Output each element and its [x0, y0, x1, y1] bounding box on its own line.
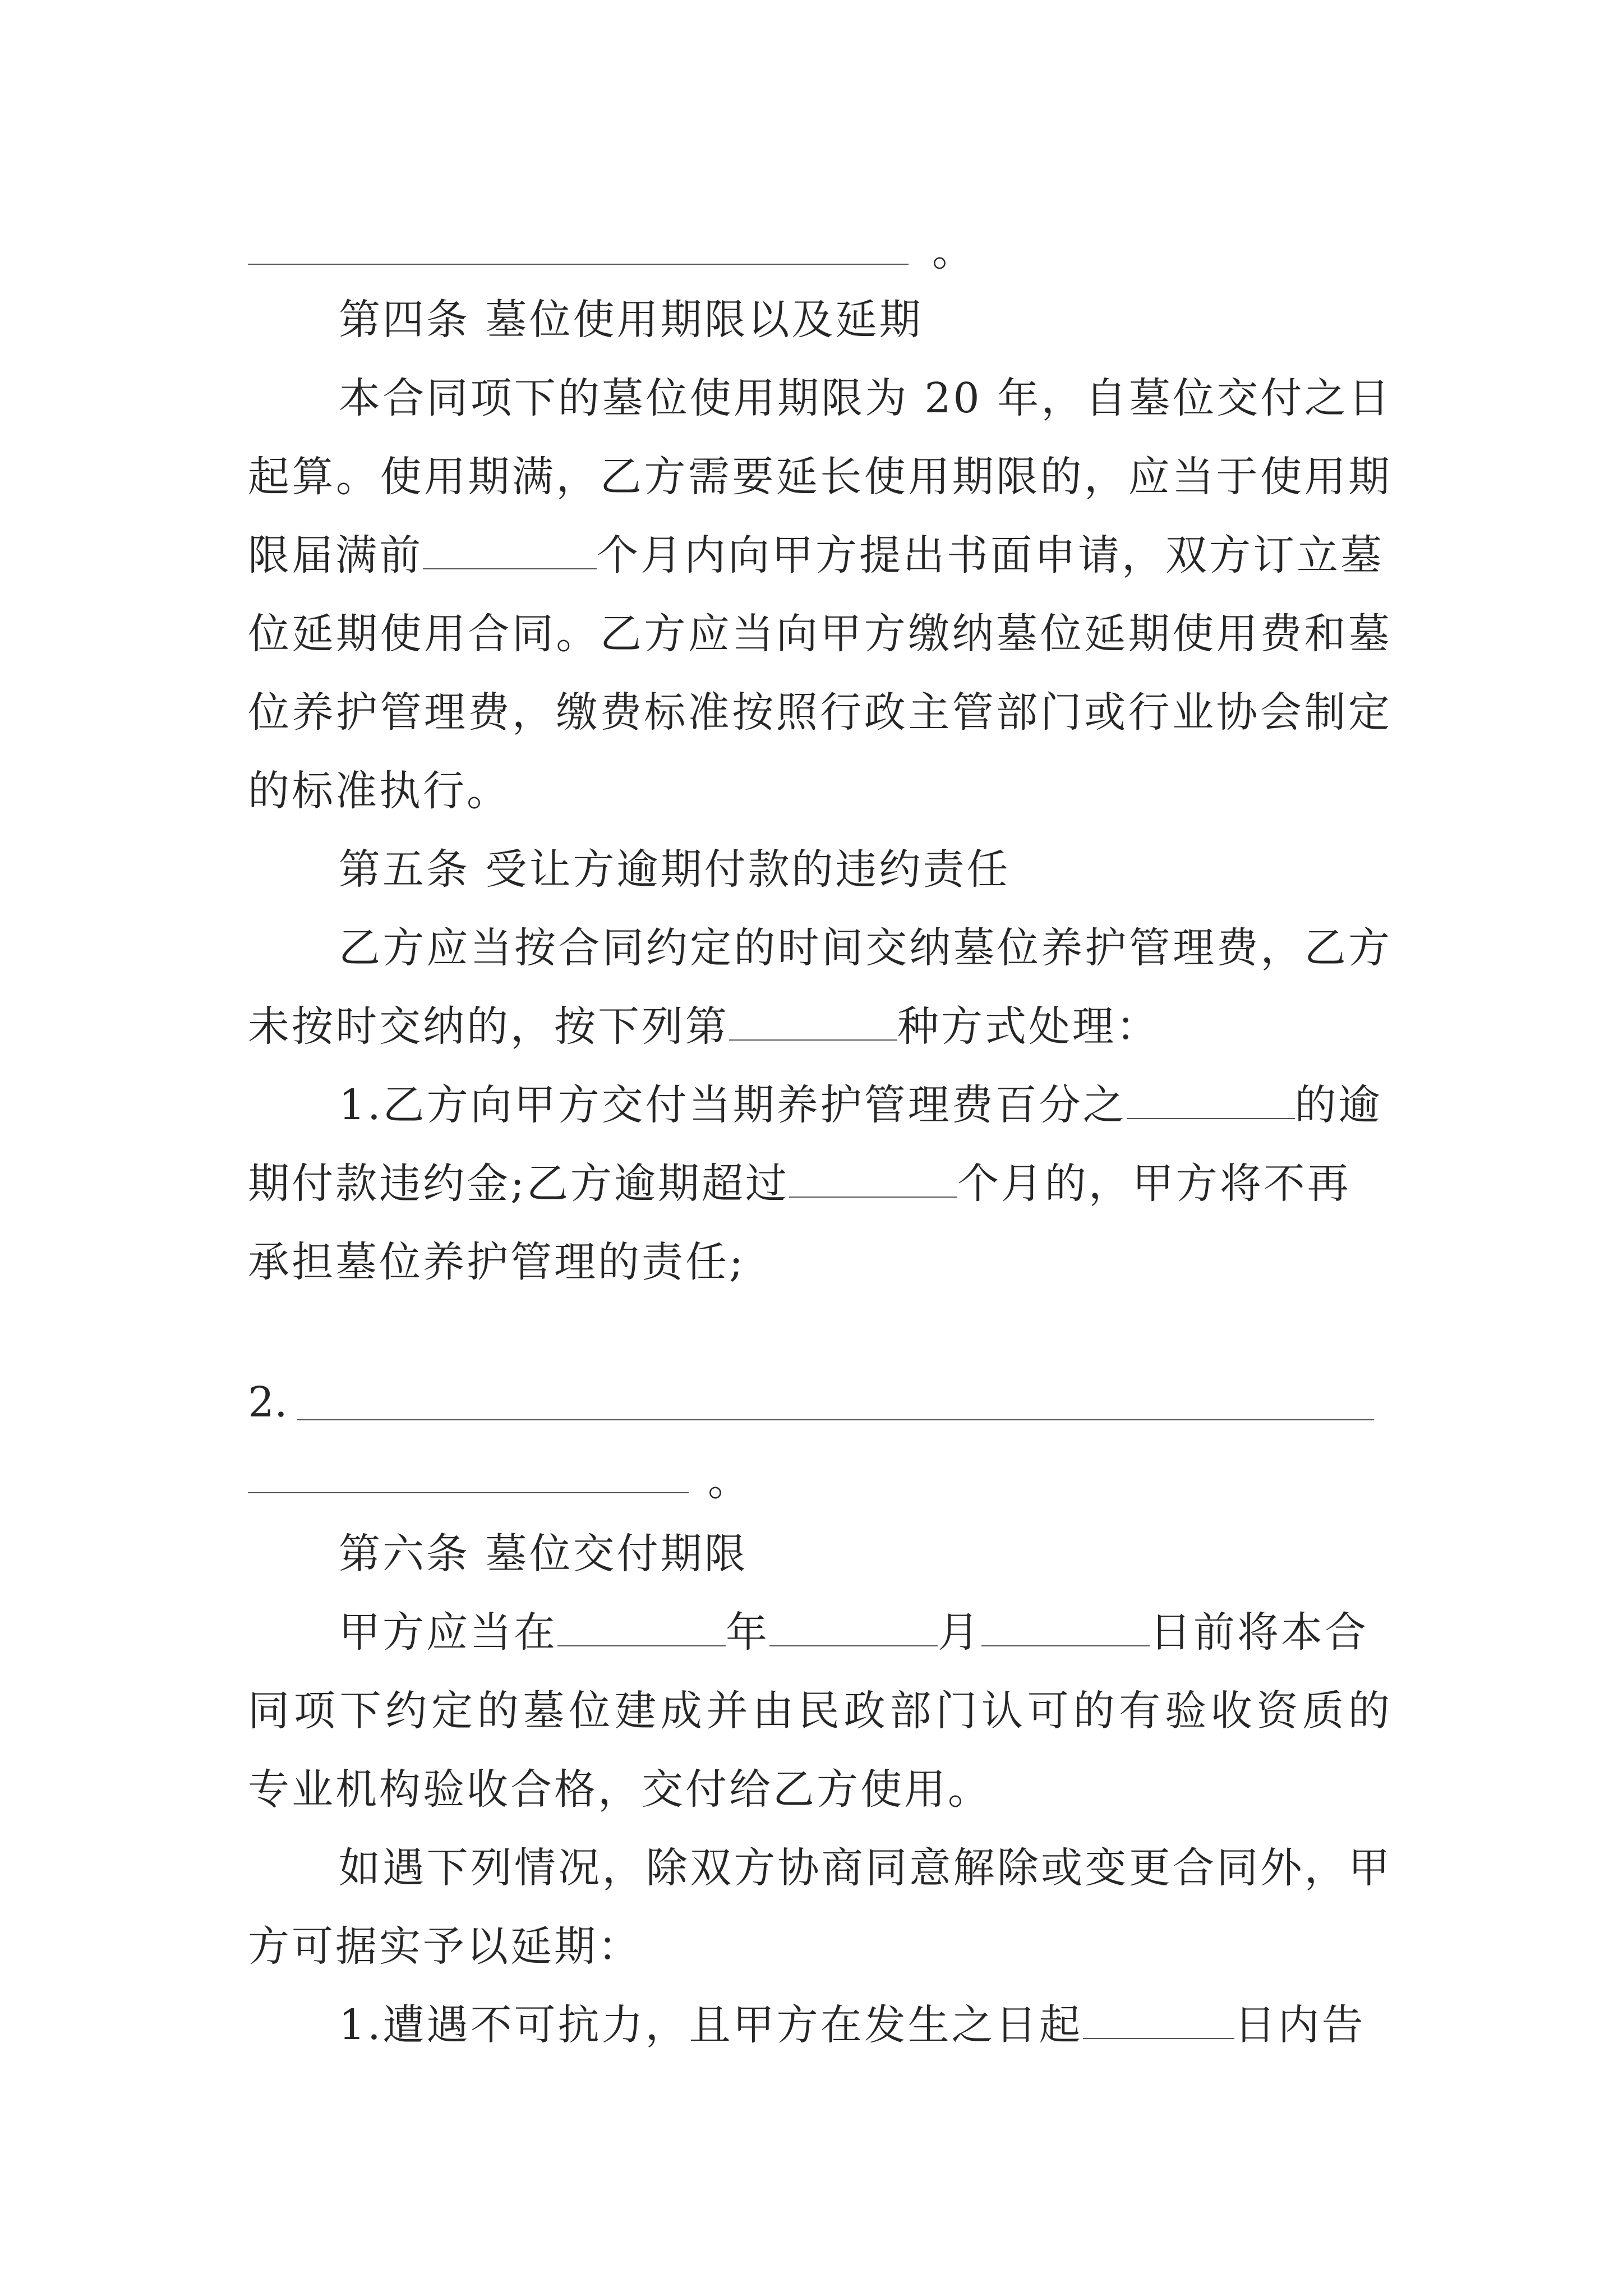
article6-heading: 第六条 墓位交付期限 [339, 1530, 748, 1578]
delivery-month-blank[interactable] [769, 1611, 938, 1646]
article6-line6 [339, 1997, 1392, 2053]
article4-line3 [248, 527, 1392, 583]
item2-fill-blank-1[interactable] [297, 1419, 1374, 1420]
article5-line2-start: 未按时交纳的，按下列第 [248, 1002, 729, 1051]
article6-line4: 如遇下列情况，除双方协商同意解除或变更合同外，甲 [339, 1844, 1392, 1892]
article5-heading: 第五条 受让方逾期付款的违约责任 [339, 845, 1011, 894]
year-label: 年 [726, 1608, 769, 1657]
month-label: 月 [938, 1608, 981, 1657]
top-blank-period: 。 [932, 227, 974, 275]
article6-line6-end: 日内告 [1234, 2001, 1366, 2049]
article5-item1-line3: 承担墓位养护管理的责任; [248, 1238, 745, 1286]
article4-line3-start: 限届满前 [248, 531, 423, 579]
article5-line1: 乙方应当按合同约定的时间交纳墓位养护管理费，乙方 [339, 924, 1392, 972]
article6-line3: 专业机构验收合格，交付给乙方使用。 [248, 1765, 992, 1814]
article5-line2-end: 种方式处理： [897, 1002, 1160, 1051]
article5-item1-line1 [339, 1077, 1392, 1133]
penalty-percent-blank[interactable] [1127, 1083, 1295, 1119]
article6-line5: 方可据实予以延期： [248, 1922, 642, 1971]
article6-line2: 同项下约定的墓位建成并由民政部门认可的有验收资质的 [248, 1687, 1392, 1735]
item1-line2-end: 个月的，甲方将不再 [957, 1159, 1351, 1208]
months-before-expiry-blank[interactable] [423, 533, 597, 569]
article4-line5: 位养护管理费，缴费标准按照行政主管部门或行业协会制定 [248, 688, 1392, 737]
article4-line1: 本合同项下的墓位使用期限为 20 年，自墓位交付之日 [339, 374, 1392, 422]
delivery-year-blank[interactable] [557, 1611, 726, 1646]
article6-line1-start: 甲方应当在 [339, 1608, 557, 1657]
item2-period: 。 [708, 1457, 749, 1505]
article6-line1-end: 日前将本合 [1150, 1608, 1368, 1657]
top-fill-blank[interactable] [248, 264, 909, 265]
method-number-blank[interactable] [729, 1005, 897, 1041]
item2-label: 2. [248, 1378, 288, 1427]
delivery-day-blank[interactable] [981, 1611, 1150, 1646]
article6-line1 [339, 1604, 1392, 1660]
overdue-months-blank[interactable] [789, 1162, 957, 1198]
item1-start: 1.乙方向甲方交付当期养护管理费百分之 [339, 1081, 1127, 1129]
article4-heading: 第四条 墓位使用期限以及延期 [339, 296, 923, 344]
article4-line2: 起算。使用期满，乙方需要延长使用期限的，应当于使用期 [248, 453, 1392, 501]
item1-line2-start: 期付款违约金;乙方逾期超过 [248, 1159, 789, 1208]
article4-line3-end: 个月内向甲方提出书面申请，双方订立墓 [597, 531, 1384, 579]
article5-line2 [248, 999, 1392, 1055]
item2-fill-blank-2[interactable] [248, 1492, 689, 1493]
article4-line6: 的标准执行。 [248, 767, 510, 815]
article4-line4: 位延期使用合同。乙方应当向甲方缴纳墓位延期使用费和墓 [248, 610, 1392, 658]
item1-end: 的逾 [1294, 1081, 1382, 1129]
notice-days-blank[interactable] [1083, 2003, 1234, 2039]
article5-item1-line2 [248, 1156, 1392, 1212]
article6-line6-start: 1.遭遇不可抗力，且甲方在发生之日起 [339, 2001, 1083, 2049]
